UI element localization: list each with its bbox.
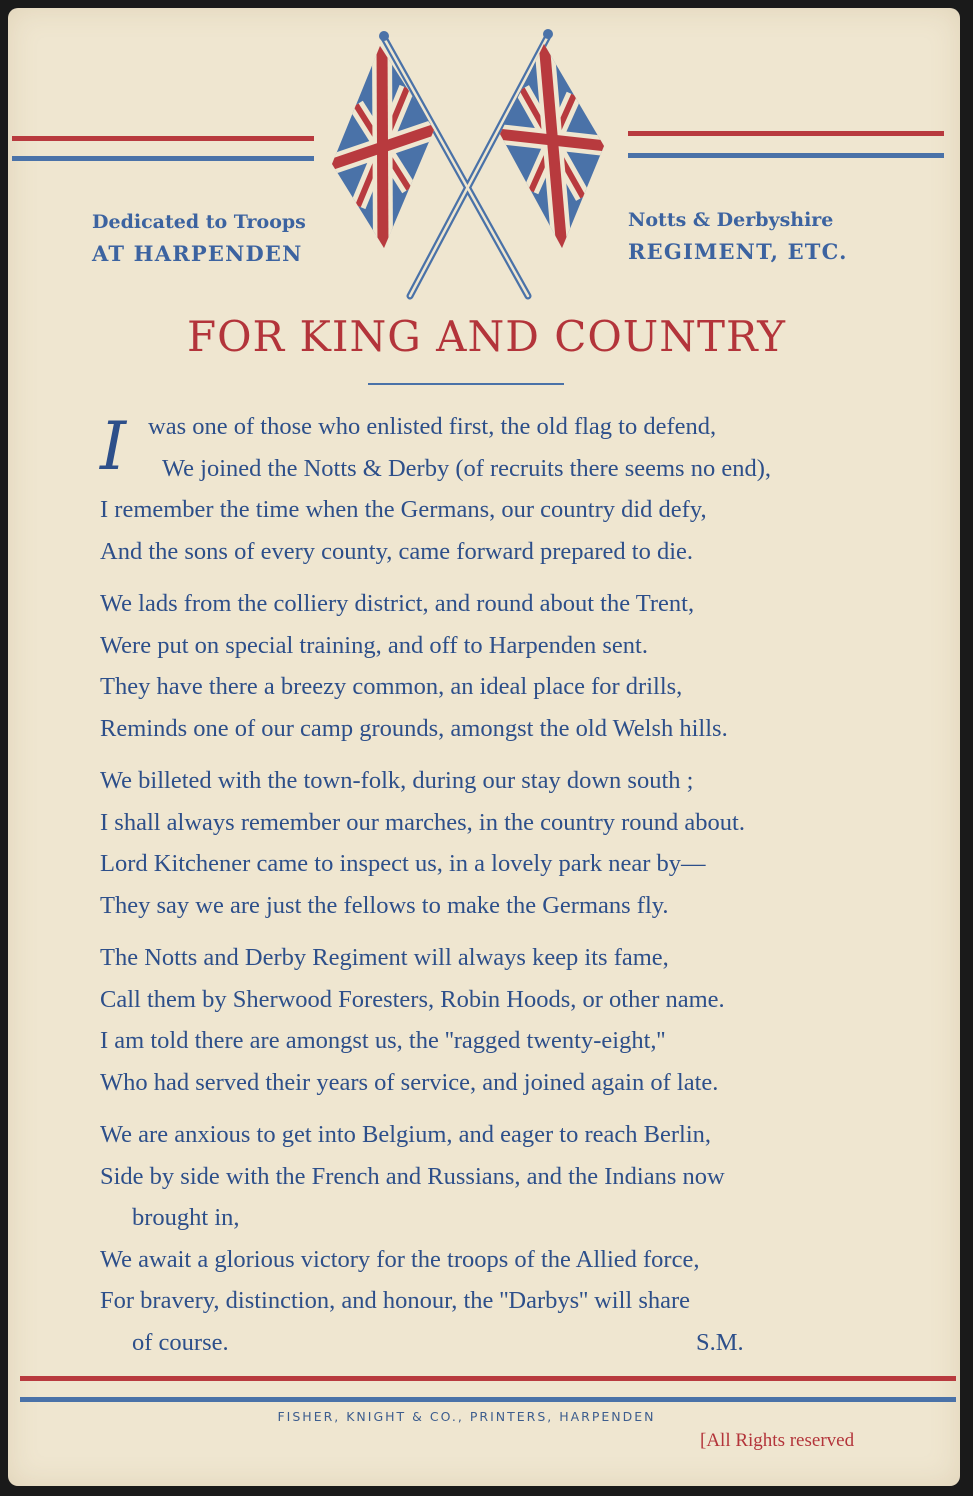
poem-line: They say we are just the fellows to make the Germans fly. [100,891,669,919]
signature: S.M. [696,1328,744,1356]
regiment-line1: Notts & Derbyshire [628,209,834,231]
bottom-red-stripe [20,1376,956,1381]
poem-line: I shall always remember our marches, in the country round about. [100,808,745,836]
stanza-2 [100,583,900,749]
poem-line: Were put on special training, and off to Harpenden sent. [100,631,648,659]
poem-line: Reminds one of our camp grounds, amongst the old Welsh hills. [100,714,728,742]
top-right-red-stripe [628,131,944,136]
stanza-5 [100,1114,900,1363]
poem-line: I remember the time when the Germans, our country did defy, [100,496,707,523]
poem-line: We billeted with the town-folk, during our stay down south ; [100,767,694,794]
poem-line: We await a glorious victory for the troops of the Allied force, [100,1245,700,1273]
page-title: FOR KING AND COUNTRY [186,312,787,361]
printer-imprint: FISHER, KNIGHT & CO., PRINTERS, HARPENDEN [277,1409,656,1424]
dedication-block [92,206,306,270]
stanza-3 [100,760,900,926]
rights-notice: [All Rights reserved [700,1430,855,1451]
dedication-line2: AT HARPENDEN [92,241,303,266]
regiment-block [628,204,848,268]
drop-cap: I [100,408,127,485]
poem-line: brought in, [132,1204,240,1231]
bottom-blue-stripe [20,1397,956,1402]
stanza-1 [100,406,900,572]
stanza-4 [100,937,900,1103]
top-left-blue-stripe [12,156,314,161]
poem [100,406,900,1374]
top-left-red-stripe [12,136,314,141]
poem-line: Who had served their years of service, and joined again of late. [100,1068,719,1096]
regiment-line2: REGIMENT, ETC. [628,239,848,264]
poem-line: And the sons of every county, came forward prepared to die. [100,537,694,565]
poem-line: We lads from the colliery district, and round about the Trent, [100,590,695,617]
poem-line: For bravery, distinction, and honour, the ''Darbys'' will share [100,1287,691,1314]
poem-line: I am told there are amongst us, the ''ragged twenty-eight,'' [100,1027,666,1054]
poem-line: They have there a breezy common, an ideal place for drills, [100,673,683,700]
top-right-blue-stripe [628,153,944,158]
poem-line: was one of those who enlisted first, the old flag to defend, [148,413,717,440]
title-divider [368,383,564,385]
poem-line: of course. [132,1328,229,1356]
poem-line: Call them by Sherwood Foresters, Robin Hoods, or other name. [100,985,725,1013]
poem-line: Side by side with the French and Russians, and the Indians now [100,1162,725,1190]
poem-line: We joined the Notts & Derby (of recruits there seems no end), [162,454,771,482]
closing-row [100,1322,900,1364]
poem-line: Lord Kitchener came to inspect us, in a lovely park near by— [100,850,706,877]
dedication-line1: Dedicated to Troops [92,211,306,233]
crossed-union-jack-flags-icon [322,24,622,304]
poem-line: We are anxious to get into Belgium, and eager to reach Berlin, [100,1121,712,1148]
poem-line: The Notts and Derby Regiment will always keep its fame, [100,944,669,971]
